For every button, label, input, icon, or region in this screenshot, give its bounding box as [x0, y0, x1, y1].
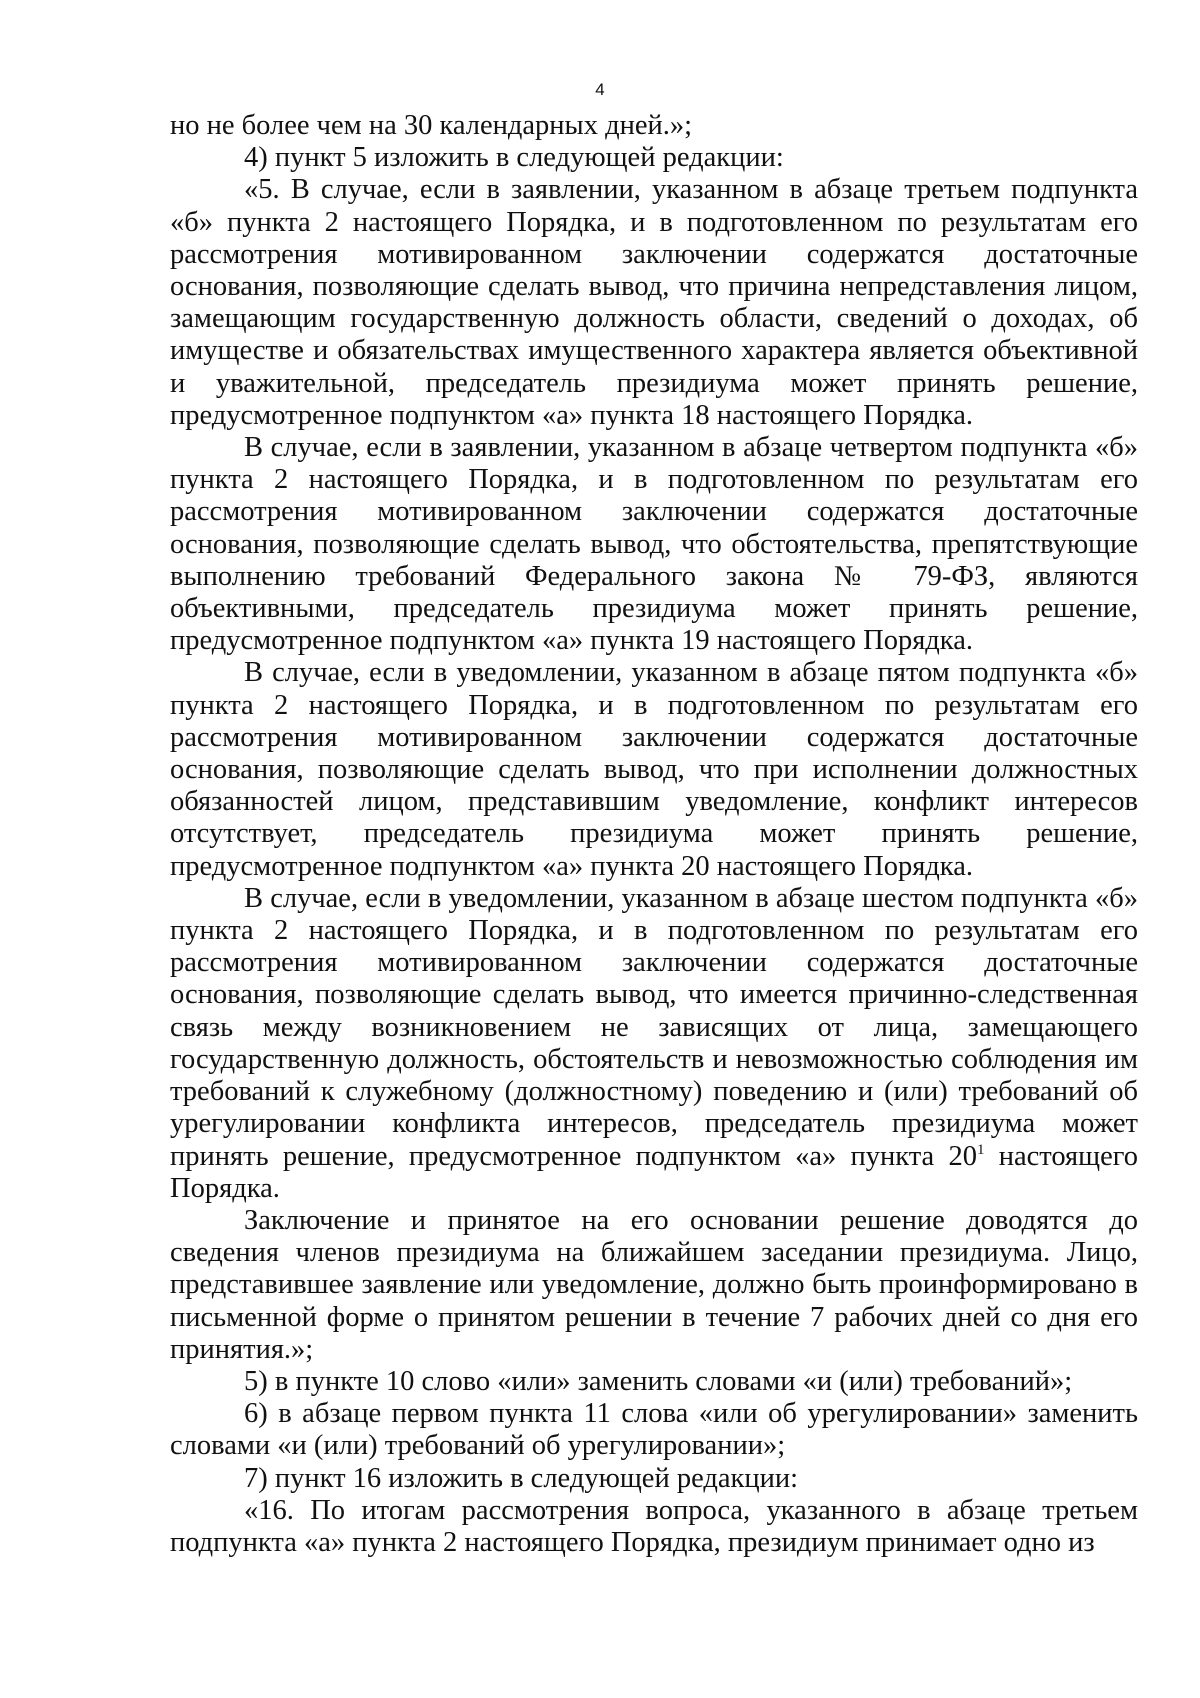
paragraph: [170, 883, 1138, 1205]
paragraph: «16. По итогам рассмотрения вопроса, указанного в абзаце третьем подпункта «а» пункта 2 настоящего Порядка, президиум принимает одно из: [170, 1494, 1138, 1558]
paragraph: «5. В случае, если в заявлении, указанном в абзаце третьем подпункта «б» пункта 2 настоящего Порядка, и в подготовленном по результатам его рассмотрения мотивированном заключении содержатся достаточные основания, позволяющие сделать вывод, что причина непредставления лицом, замещающим государственную должность области, сведений о доходах, об имуществе и обязательствах имущественного характера является объективной и уважительной, председатель президиума может принять решение, предусмотренное подпунктом «а» пункта 18 настоящего Порядка.: [170, 174, 1138, 431]
document-body: [170, 110, 1138, 1559]
paragraph: 4) пункт 5 изложить в следующей редакции:: [244, 142, 784, 174]
paragraph: 5) в пункте 10 слово «или» заменить словами «и (или) требований»;: [244, 1365, 1073, 1397]
paragraph: В случае, если в уведомлении, указанном в абзаце пятом подпункта «б» пункта 2 настоящего Порядка, и в подготовленном по результатам его рассмотрения мотивированном заключении содержатся достаточные основания, позволяющие сделать вывод, что при исполнении должностных обязанностей лицом, представившим уведомление, конфликт интересов отсутствует, председатель президиума может принять решение, предусмотренное подпунктом «а» пункта 20 настоящего Порядка.: [170, 657, 1138, 882]
paragraph-text: В случае, если в уведомлении, указанном в абзаце шестом подпункта «б» пункта 2 настоящего Порядка, и в подготовленном по результатам его рассмотрения мотивированном заключении содержатся достаточные основания, позволяющие сделать вывод, что имеется причинно-следственная связь между возникновением не зависящих от лица, замещающего государственную должность, обстоятельств и невозможностью соблюдения им требований к служебному (должностному) поведению и (или) требований об урегулировании конфликта интересов, председатель президиума может принять решение, предусмотренное подпунктом «а» пункта 20: [170, 882, 1138, 1172]
paragraph: В случае, если в заявлении, указанном в абзаце четвертом подпункта «б» пункта 2 настоящего Порядка, и в подготовленном по результатам его рассмотрения мотивированном заключении содержатся достаточные основания, позволяющие сделать вывод, что обстоятельства, препятствующие выполнению требований Федерального закона № 79-ФЗ, являются объективными, председатель президиума может принять решение, предусмотренное подпунктом «а» пункта 19 настоящего Порядка.: [170, 432, 1138, 657]
page-number: 4: [595, 80, 605, 99]
paragraph-text: настоящего Порядка.: [170, 1140, 1138, 1204]
paragraph: 7) пункт 16 изложить в следующей редакции:: [244, 1462, 799, 1494]
paragraph: Заключение и принятое на его основании решение доводятся до сведения членов президиума на ближайшем заседании президиума. Лицо, представившее заявление или уведомление, должно быть проинформировано в письменной форме о принятом решении в течение 7 рабочих дней со дня его принятия.»;: [170, 1204, 1138, 1365]
superscript: 1: [976, 1141, 985, 1158]
paragraph: но не более чем на 30 календарных дней.»;: [170, 110, 693, 141]
paragraph: 6) в абзаце первом пункта 11 слова «или об урегулировании» заменить словами «и (или) требований об урегулировании»;: [170, 1398, 1138, 1462]
